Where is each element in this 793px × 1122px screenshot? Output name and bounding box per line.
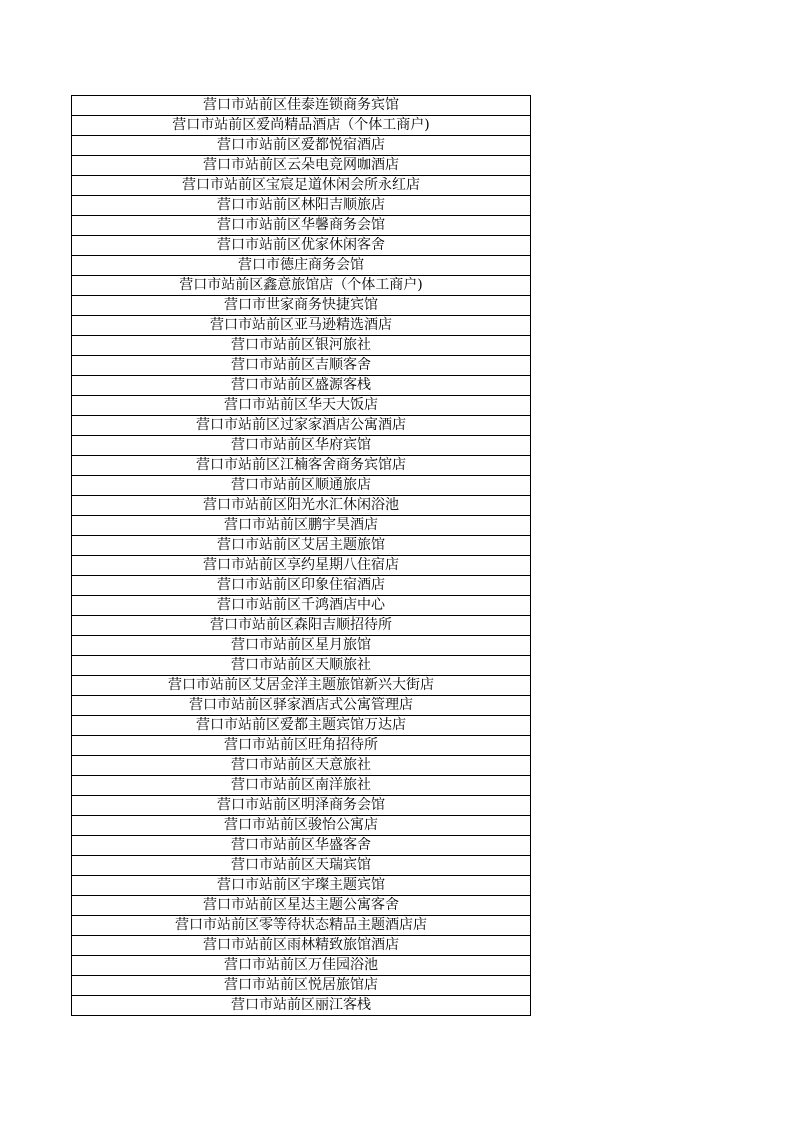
hotel-name-cell: 营口市站前区印象住宿酒店 <box>72 576 531 596</box>
table-row <box>72 376 531 396</box>
table-row <box>72 356 531 376</box>
hotel-name-cell: 营口市站前区宝宸足道休闲会所永红店 <box>72 176 531 196</box>
hotel-name-cell: 营口市站前区佳泰连锁商务宾馆 <box>72 96 531 116</box>
table-row <box>72 896 531 916</box>
table-row <box>72 816 531 836</box>
table-row <box>72 936 531 956</box>
hotel-name-cell: 营口市站前区江楠客舍商务宾馆店 <box>72 456 531 476</box>
hotel-name-cell: 营口市站前区阳光水汇休闲浴池 <box>72 496 531 516</box>
table-row <box>72 656 531 676</box>
hotel-name-cell: 营口市站前区天瑞宾馆 <box>72 856 531 876</box>
table-row <box>72 436 531 456</box>
hotel-name-cell: 营口市站前区悦居旅馆店 <box>72 976 531 996</box>
hotel-name-cell: 营口市站前区优家休闲客舍 <box>72 236 531 256</box>
table-row <box>72 976 531 996</box>
hotel-name-cell: 营口市站前区艾居金洋主题旅馆新兴大街店 <box>72 676 531 696</box>
hotel-name-cell: 营口市站前区森阳吉顺招待所 <box>72 616 531 636</box>
table-row <box>72 116 531 136</box>
table-row <box>72 876 531 896</box>
table-row <box>72 336 531 356</box>
table-row <box>72 776 531 796</box>
hotel-name-cell: 营口市站前区华天大饭店 <box>72 396 531 416</box>
hotel-name-cell: 营口市站前区亚马逊精选酒店 <box>72 316 531 336</box>
hotel-name-cell: 营口市站前区万佳园浴池 <box>72 956 531 976</box>
table-row <box>72 556 531 576</box>
table-row <box>72 276 531 296</box>
hotel-name-cell: 营口市站前区顺通旅店 <box>72 476 531 496</box>
hotel-name-cell: 营口市站前区爱尚精品酒店（个体工商户) <box>72 116 531 136</box>
hotel-name-cell: 营口市德庄商务会馆 <box>72 256 531 276</box>
hotel-name-cell: 营口市站前区享约星期八住宿店 <box>72 556 531 576</box>
hotel-name-cell: 营口市站前区盛源客栈 <box>72 376 531 396</box>
hotel-name-cell: 营口市站前区云朵电竞网咖酒店 <box>72 156 531 176</box>
hotel-name-cell: 营口市站前区林阳吉顺旅店 <box>72 196 531 216</box>
table-row <box>72 996 531 1016</box>
table-row <box>72 916 531 936</box>
table-row <box>72 836 531 856</box>
table-row <box>72 176 531 196</box>
table-row <box>72 96 531 116</box>
hotel-name-cell: 营口市站前区爱都悦宿酒店 <box>72 136 531 156</box>
hotel-name-cell: 营口市站前区零等待状态精品主题酒店店 <box>72 916 531 936</box>
hotel-name-cell: 营口市站前区千鸿酒店中心 <box>72 596 531 616</box>
table-row <box>72 716 531 736</box>
hotel-list-table <box>71 95 531 1016</box>
table-row <box>72 476 531 496</box>
hotel-name-cell: 营口市站前区明泽商务会馆 <box>72 796 531 816</box>
table-row <box>72 536 531 556</box>
hotel-name-cell: 营口市站前区宇璨主题宾馆 <box>72 876 531 896</box>
table-row <box>72 596 531 616</box>
table-row <box>72 156 531 176</box>
hotel-name-cell: 营口市站前区星达主题公寓客舍 <box>72 896 531 916</box>
table-row <box>72 516 531 536</box>
hotel-name-cell: 营口市站前区吉顺客舍 <box>72 356 531 376</box>
hotel-name-cell: 营口市站前区艾居主题旅馆 <box>72 536 531 556</box>
hotel-name-cell: 营口市站前区华盛客舍 <box>72 836 531 856</box>
table-row <box>72 676 531 696</box>
hotel-name-cell: 营口市站前区天意旅社 <box>72 756 531 776</box>
table-row <box>72 856 531 876</box>
table-row <box>72 296 531 316</box>
table-row <box>72 796 531 816</box>
table-row <box>72 616 531 636</box>
hotel-name-cell: 营口市站前区过家家酒店公寓酒店 <box>72 416 531 436</box>
table-row <box>72 136 531 156</box>
table-row <box>72 636 531 656</box>
table-row <box>72 756 531 776</box>
table-row <box>72 416 531 436</box>
table-row <box>72 496 531 516</box>
hotel-name-cell: 营口市站前区丽江客栈 <box>72 996 531 1016</box>
table-row <box>72 236 531 256</box>
hotel-name-cell: 营口市世家商务快捷宾馆 <box>72 296 531 316</box>
table-row <box>72 196 531 216</box>
table-row <box>72 736 531 756</box>
hotel-list-body <box>72 96 531 1016</box>
hotel-name-cell: 营口市站前区天顺旅社 <box>72 656 531 676</box>
hotel-name-cell: 营口市站前区旺角招待所 <box>72 736 531 756</box>
table-row <box>72 316 531 336</box>
hotel-name-cell: 营口市站前区华馨商务会馆 <box>72 216 531 236</box>
hotel-name-cell: 营口市站前区驿家酒店式公寓管理店 <box>72 696 531 716</box>
table-row <box>72 216 531 236</box>
hotel-name-cell: 营口市站前区南洋旅社 <box>72 776 531 796</box>
table-row <box>72 456 531 476</box>
hotel-name-cell: 营口市站前区鑫意旅馆店（个体工商户) <box>72 276 531 296</box>
hotel-name-cell: 营口市站前区爱都主题宾馆万达店 <box>72 716 531 736</box>
table-row <box>72 396 531 416</box>
hotel-name-cell: 营口市站前区雨林精致旅馆酒店 <box>72 936 531 956</box>
table-row <box>72 696 531 716</box>
hotel-name-cell: 营口市站前区星月旅馆 <box>72 636 531 656</box>
hotel-name-cell: 营口市站前区银河旅社 <box>72 336 531 356</box>
table-row <box>72 576 531 596</box>
hotel-name-cell: 营口市站前区华府宾馆 <box>72 436 531 456</box>
hotel-name-cell: 营口市站前区骏怡公寓店 <box>72 816 531 836</box>
hotel-name-cell: 营口市站前区鹏宇昊酒店 <box>72 516 531 536</box>
table-row <box>72 256 531 276</box>
table-row <box>72 956 531 976</box>
